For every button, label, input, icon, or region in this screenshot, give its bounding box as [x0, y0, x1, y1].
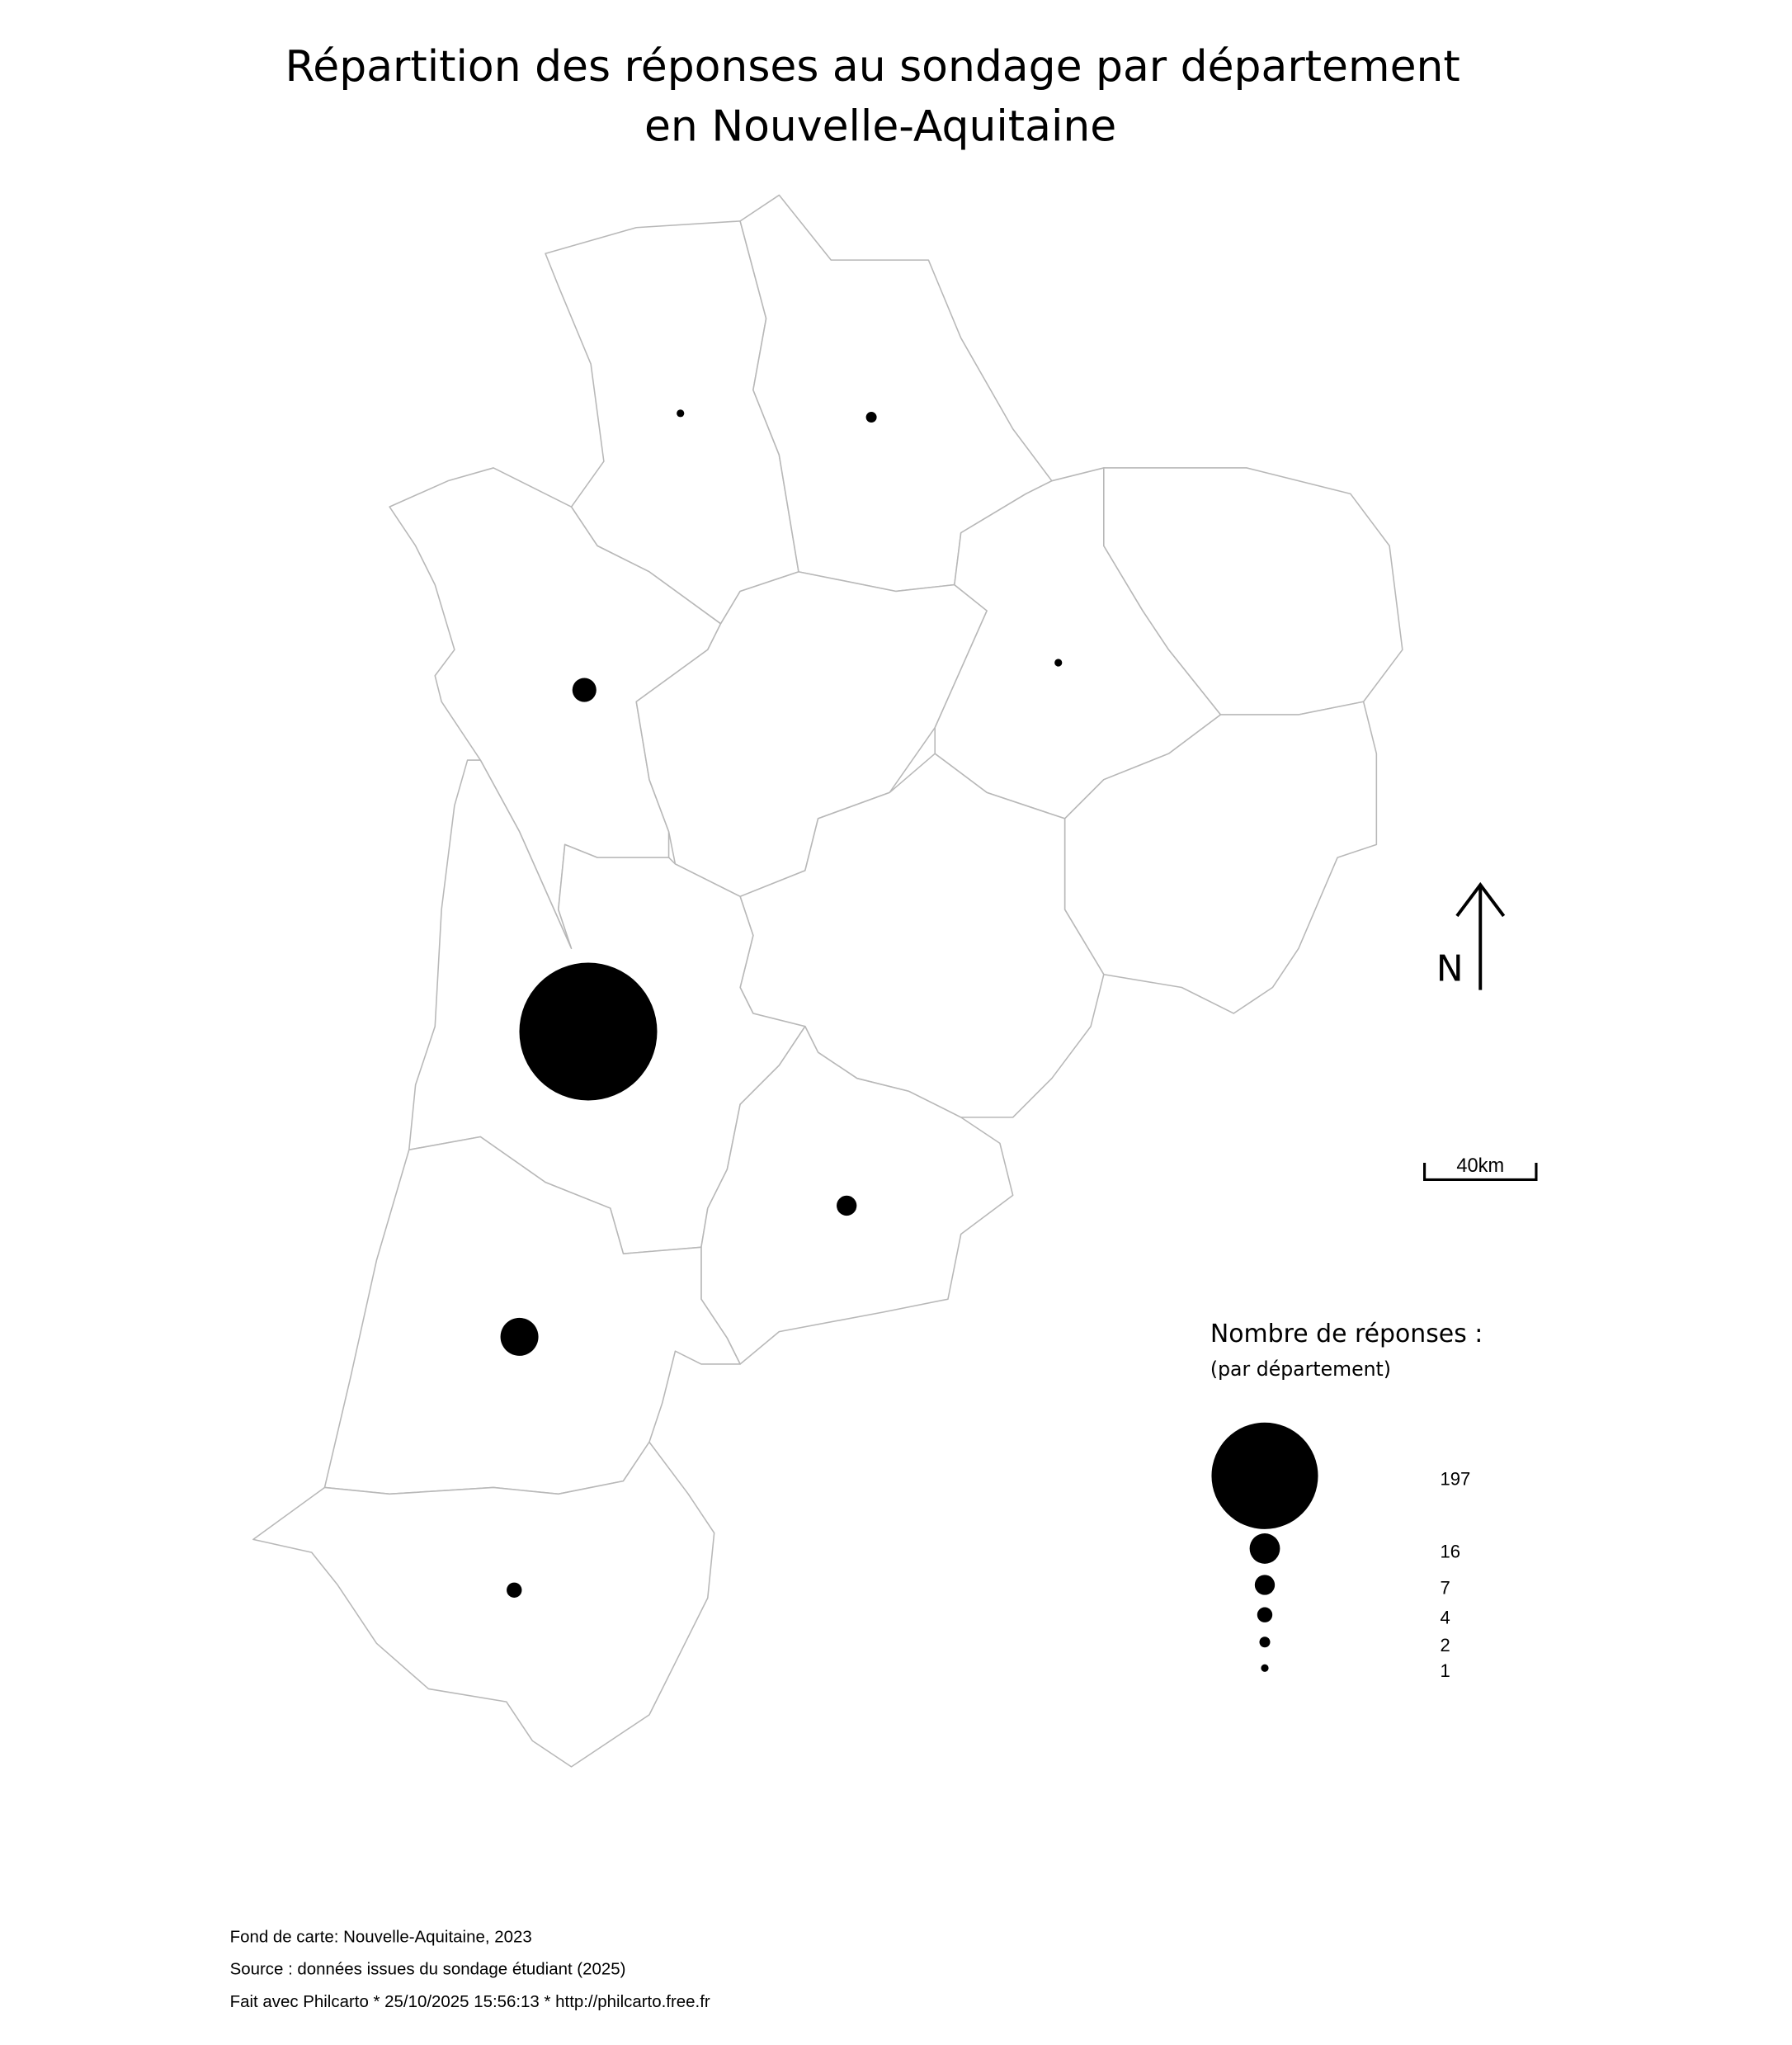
footer-credit: Fait avec Philcarto * 25/10/2025 15:56:13 * http://philcarto.free.fr	[229, 1992, 710, 2012]
legend-circle-7	[1255, 1575, 1275, 1594]
legend-circle-197	[1211, 1423, 1318, 1529]
scale-label: 40km	[1456, 1155, 1505, 1177]
symbol-haute-vienne	[1054, 659, 1062, 666]
legend-circle-1	[1261, 1665, 1268, 1672]
symbol-landes	[501, 1318, 539, 1356]
legend-value-2: 2	[1440, 1634, 1450, 1655]
north-arrow	[1436, 885, 1504, 989]
legend-value-16: 16	[1440, 1541, 1460, 1562]
symbol-vienne	[866, 412, 877, 423]
legend-value-7: 7	[1440, 1577, 1450, 1599]
symbol-gironde	[519, 962, 657, 1100]
map-title-line2: en Nouvelle-Aquitaine	[644, 102, 1117, 152]
legend-circle-16	[1250, 1533, 1280, 1564]
symbol-lot-et-garonne	[837, 1196, 856, 1216]
scale-bar	[1425, 1155, 1536, 1179]
department-pyrenees-atlantiques	[253, 1442, 714, 1766]
legend-value-4: 4	[1440, 1607, 1450, 1628]
footer-source: Source : données issues du sondage étudiant (2025)	[229, 1959, 626, 1979]
symbol-deux-sevres	[677, 409, 684, 417]
footer-basemap: Fond de carte: Nouvelle-Aquitaine, 2023	[229, 1927, 532, 1947]
legend-subtitle: (par département)	[1210, 1358, 1392, 1381]
legend-title: Nombre de réponses :	[1210, 1320, 1483, 1349]
legend-value-197: 197	[1440, 1468, 1471, 1490]
legend	[1210, 1320, 1483, 1681]
legend-circle-2	[1259, 1636, 1270, 1647]
map-title-line1: Répartition des réponses au sondage par département	[285, 41, 1460, 92]
symbol-pyrenees-atlantiques	[507, 1583, 521, 1598]
symbol-charente-maritime	[573, 678, 597, 702]
north-label: N	[1436, 947, 1464, 990]
legend-circle-4	[1257, 1608, 1272, 1622]
department-borders	[253, 195, 1403, 1766]
legend-value-1: 1	[1440, 1660, 1450, 1682]
